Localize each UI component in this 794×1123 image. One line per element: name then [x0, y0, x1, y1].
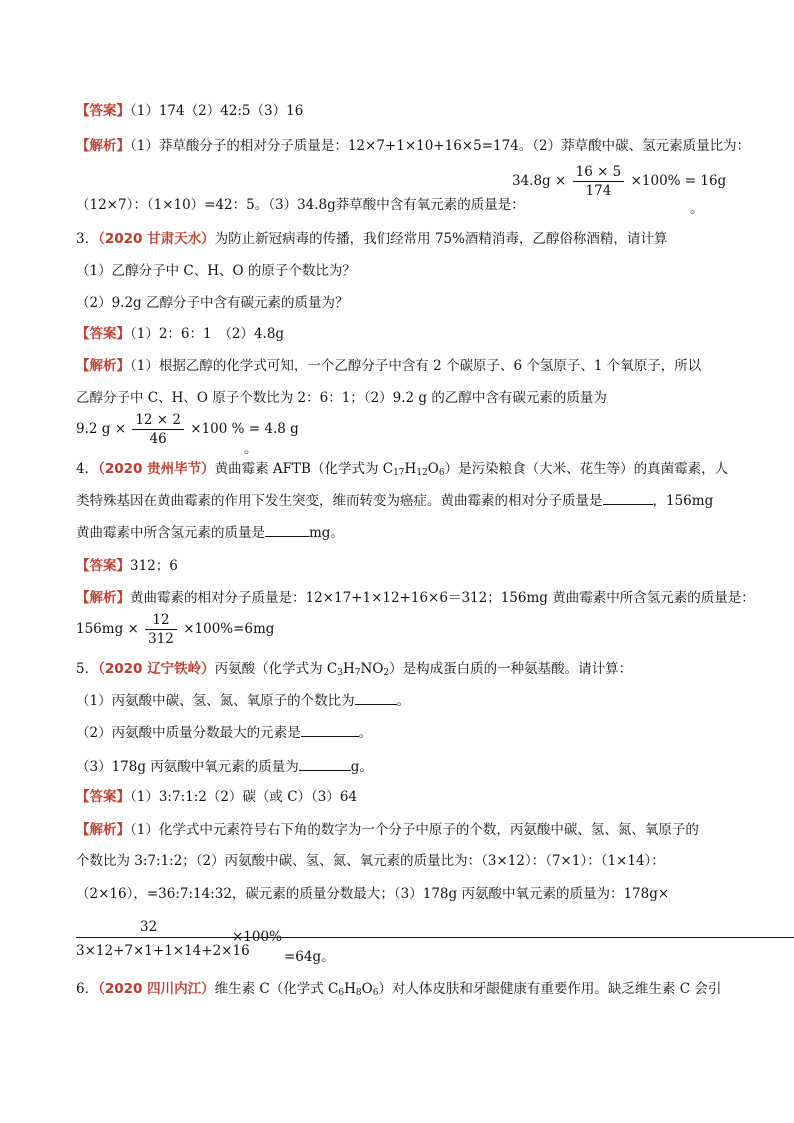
q5-stem-b: ）是构成蛋白质的一种氨基酸。请计算： [389, 661, 633, 677]
q5-fraction-bar [76, 937, 794, 938]
q3-end-dot: 。 [244, 441, 258, 457]
q5-sub1 [76, 692, 410, 710]
q4-line3-b: mg。 [309, 525, 344, 541]
q5-formula-numerator: 32 [140, 919, 158, 935]
q3-number: 3． [76, 231, 99, 247]
q4-source-close: ） [201, 461, 215, 477]
q5-source-close: ） [201, 661, 215, 677]
q4-stem-a: 黄曲霉素 AFTB（化学式为 C [214, 461, 394, 477]
q4-answer [76, 557, 178, 575]
q3-formula-suffix: ×100 % = 4.8 g [190, 421, 299, 437]
q6-sub-2: 8 [355, 988, 362, 998]
p2-analysis-line-2 [76, 196, 525, 214]
q4-fraction [145, 612, 177, 647]
p2-end-dot: 。 [690, 201, 704, 217]
q4-sub-1: 17 [393, 468, 405, 478]
q3-fraction [132, 412, 184, 447]
q6-stem-b: ）对人体皮肤和牙龈健康有重要作用。缺乏维生素 C 会引 [378, 981, 722, 997]
q4-formula-suffix: ×100%=6mg [183, 621, 275, 637]
q4-fraction-numerator: 12 [145, 612, 177, 630]
q6-symbol-1: H [344, 981, 356, 997]
q5-formula-denominator: 3×12+7×1+1×14+2×16 [76, 943, 250, 959]
answer-tag: 【答案】 [76, 326, 130, 342]
q3-stem [76, 230, 667, 248]
p2-analysis-text-1: （1）莽草酸分子的相对分子质量是：12×7+1×10+16×5=174。（2）莽草酸中碳、氢元素质量比为： [130, 138, 751, 154]
q5-blank-1[interactable] [355, 692, 397, 705]
q3-analysis-line-1 [76, 357, 701, 375]
q3-source-open: （ [98, 231, 105, 247]
q4-line2-b: ，156mg [652, 493, 714, 509]
q3-fraction-numerator: 12 × 2 [132, 412, 184, 430]
q4-stem-line-1 [76, 460, 728, 482]
q3-sub1: （1）乙醇分子中 C、H、O 的原子个数比为？ [76, 263, 356, 279]
q5-formula-mid: ×100% [232, 929, 282, 945]
analysis-tag: 【解析】 [76, 822, 130, 838]
q5-source-open: （ [98, 661, 105, 677]
q3-source-close: ） [201, 231, 215, 247]
q4-stem-b: ）是污染粮食（大米、花生等）的真菌霉素，人 [444, 461, 729, 477]
p2-analysis-line-1 [76, 137, 750, 155]
q3-sub2: （2）9.2g 乙醇分子中含有碳元素的质量为？ [76, 295, 349, 311]
q5-analysis-text-1: （1）化学式中元素符号右下角的数字为一个分子中原子的个数，丙氨酸中碳、氢、氮、氧原子的 [130, 822, 699, 838]
answer-tag: 【答案】 [76, 558, 130, 574]
p2-analysis-text-2: （12×7）：（1×10）=42：5。（3）34.8g莽草酸中含有氧元素的质量是： [76, 197, 525, 213]
p2-fraction-denominator: 174 [585, 183, 612, 199]
q3-analysis-line-2: 乙醇分子中 C、H、O 原子个数比为 2：6：1；（2）9.2 g 的乙醇中含有碳元素的质量为 [76, 390, 607, 406]
q5-formula-suffix: =64g。 [284, 949, 335, 965]
q5-sub-1: 3 [337, 668, 343, 678]
q3-stem-text: 为防止新冠病毒的传播，我们经常用 75%酒精消毒，乙醇俗称酒精，请计算 [214, 231, 668, 247]
q6-stem-a: 维生素 C（化学式 C [214, 981, 339, 997]
q5-number: 5． [76, 661, 99, 677]
q5-blank-2[interactable] [301, 724, 359, 737]
q4-number: 4． [76, 461, 99, 477]
q4-blank-2[interactable] [265, 524, 309, 537]
analysis-tag: 【解析】 [76, 358, 130, 374]
q4-blank-1[interactable] [603, 492, 653, 505]
q4-sub-2: 12 [416, 468, 428, 478]
q5-sub3 [76, 758, 373, 776]
q5-blank-3[interactable] [299, 758, 351, 771]
q6-sub-1: 6 [338, 988, 345, 998]
answer-tag: 【答案】 [76, 103, 130, 119]
q6-stem [76, 980, 721, 1002]
q4-analysis-text: 黄曲霉素的相对分子质量是：12×17+1×12+16×6＝312；156mg 黄曲霉素中所含氢元素的质量是： [130, 590, 755, 606]
q5-sub-2: 7 [354, 668, 361, 678]
q5-sub1-b: 。 [396, 693, 411, 709]
analysis-tag: 【解析】 [76, 590, 130, 606]
q4-formula-prefix: 156mg × [76, 621, 139, 637]
q5-stem-a: 丙氨酸（化学式为 C [214, 661, 338, 677]
p2-formula [512, 164, 726, 199]
q3-analysis-text-1: （1）根据乙醇的化学式可知，一个乙醇分子中含有 2 个碳原子、6 个氢原子、1 个氧原子，所以 [130, 358, 702, 374]
q4-fraction-denominator: 312 [148, 631, 174, 647]
q5-sub3-b: g。 [350, 759, 373, 775]
q5-sub3-a: （3）178g 丙氨酸中氧元素的质量为 [76, 759, 299, 775]
p2-fraction-numerator: 16 × 5 [573, 164, 625, 182]
q4-stem-line-2 [76, 492, 713, 510]
q5-symbol-1: H [342, 661, 355, 677]
q5-sub2-a: （2）丙氨酸中质量分数最大的元素是 [76, 725, 301, 741]
p2-formula-prefix: 34.8g × [512, 173, 567, 189]
answer-tag: 【答案】 [76, 789, 130, 805]
q5-sub2 [76, 724, 372, 742]
q6-sub-3: 6 [372, 988, 379, 998]
q4-source-open: （ [98, 461, 105, 477]
q6-source-close: ） [201, 981, 215, 997]
q4-sub-3: 6 [438, 468, 445, 478]
q4-line3-a: 黄曲霉素中所含氢元素的质量是 [76, 525, 265, 541]
q4-analysis [76, 589, 755, 607]
q6-source: 2020 四川内江 [104, 981, 202, 997]
q6-source-open: （ [98, 981, 105, 997]
q5-answer-text: （1）3:7:1:2（2）碳（或 C）（3）64 [130, 789, 358, 805]
q4-symbol-1: H [404, 461, 417, 477]
q5-symbol-2: NO [360, 661, 384, 677]
q5-analysis-line-3: （2×16），=36:7:14:32，碳元素的质量分数最大；（3）178g 丙氨酸中氧元素的质量为：178g× [76, 886, 670, 902]
q5-stem [76, 660, 632, 682]
q6-symbol-2: O [361, 981, 373, 997]
q4-source: 2020 贵州毕节 [104, 461, 202, 477]
q3-answer [76, 325, 284, 343]
q3-fraction-denominator: 46 [149, 431, 167, 447]
q4-stem-line-3 [76, 524, 344, 542]
q5-analysis-line-1 [76, 821, 699, 839]
analysis-tag: 【解析】 [76, 138, 130, 154]
q5-answer [76, 788, 357, 806]
q3-formula [76, 412, 299, 447]
p2-answer [76, 102, 303, 120]
q4-line2-a: 类特殊基因在黄曲霉素的作用下发生突变，维而转变为癌症。黄曲霉素的相对分子质量是 [76, 493, 603, 509]
q6-number: 6． [76, 981, 99, 997]
q4-symbol-2: O [427, 461, 439, 477]
q5-source: 2020 辽宁铁岭 [104, 661, 202, 677]
q3-formula-prefix: 9.2 g × [76, 421, 127, 437]
q5-sub2-b: 。 [358, 725, 373, 741]
q4-formula [76, 612, 274, 647]
q3-answer-text: （1）2：6：1 （2）4.8g [130, 326, 285, 342]
q5-sub-3: 2 [383, 668, 390, 678]
p2-fraction [573, 164, 625, 199]
q5-sub1-a: （1）丙氨酸中碳、氢、氮、氧原子的个数比为 [76, 693, 355, 709]
p2-answer-text: （1）174（2）42:5（3）16 [130, 103, 304, 119]
p2-formula-suffix: ×100% = 16g [630, 173, 727, 189]
q3-source: 2020 甘肃天水 [104, 231, 202, 247]
q5-analysis-line-2: 个数比为 3:7:1:2；（2）丙氨酸中碳、氢、氮、氧元素的质量比为：（3×12）：（7×1）：（1×14）： [76, 853, 665, 869]
q4-answer-text: 312；6 [130, 558, 178, 574]
